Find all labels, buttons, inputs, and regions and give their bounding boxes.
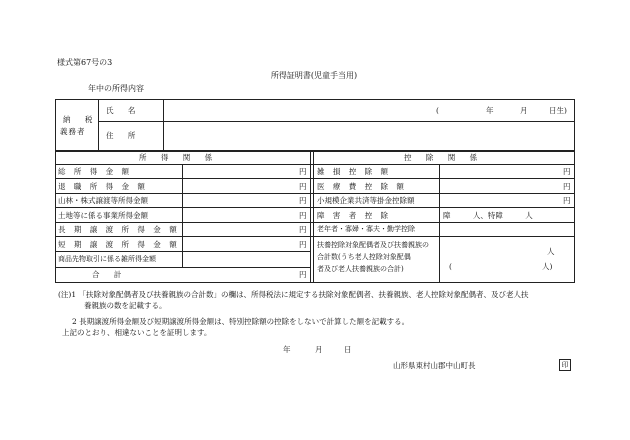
income-row-label-3: 山林・株式譲渡等所得金額 <box>58 196 148 205</box>
note-2: 2 長期譲渡所得金額及び短期譲渡所得金額は、特別控除額の控除をしないで計算した額を記載する。 <box>72 317 410 326</box>
dependents-label-line2: 合計数(うち老人控除対象配偶 <box>317 253 411 261</box>
address-label: 住 所 <box>106 131 142 140</box>
dependents-label-line1: 扶養控除対象配偶者及び扶養親族の <box>317 241 429 249</box>
taxpayer-label-line1: 納 税 <box>63 115 99 124</box>
center-divider <box>310 150 311 282</box>
income-row-unit-3: 円 <box>299 196 307 205</box>
income-row-label-1: 総 所 得 金 額 <box>58 167 133 176</box>
deduction-row-label-3: 小規模企業共済等掛金控除額 <box>317 196 415 205</box>
issuer-name: 山形県東村山郡中山町長 <box>393 361 476 370</box>
table-border-right <box>574 99 575 283</box>
income-total-unit: 円 <box>299 270 307 279</box>
income-year-label: 年中の所得内容 <box>88 84 144 93</box>
income-row-label-4: 土地等に係る事業所得金額 <box>58 211 148 220</box>
name-label: 氏 名 <box>106 106 142 115</box>
taxpayer-label-divider <box>98 99 99 150</box>
income-label-divider <box>182 164 183 267</box>
date-month-label: 月 <box>315 345 323 354</box>
form-number: 様式第67号の3 <box>57 58 113 67</box>
income-row-label-5: 長 期 譲 渡 所 得 金 額 <box>58 225 180 234</box>
deduction-row-label-4: 障 害 者 控 除 <box>317 211 392 220</box>
income-row-label-6: 短 期 譲 渡 所 得 金 額 <box>58 240 180 249</box>
date-year-label: 年 <box>283 345 291 354</box>
deduction-row-unit-3: 円 <box>563 196 571 205</box>
deduction-row-label-1: 雑 損 控 除 額 <box>317 167 392 176</box>
table-border-left <box>55 99 56 283</box>
official-seal: 印 <box>559 359 571 371</box>
certification-statement: 上記のとおり、相違ないことを証明します。 <box>62 328 212 337</box>
table-border-bottom <box>55 282 575 283</box>
deduction-row-label-5: 老年者・寡婦・寡夫・勤学控除 <box>317 225 415 233</box>
dependents-sub-unit: 人) <box>542 262 553 271</box>
row-divider-5 <box>55 236 575 237</box>
income-row-unit-2: 円 <box>299 182 307 191</box>
page-title: 所得証明書(児童手当用) <box>270 71 358 80</box>
taxpayer-border-bottom <box>55 150 575 152</box>
heading-divider <box>55 164 575 165</box>
deduction-row-label-2: 医 療 費 控 除 額 <box>317 182 407 191</box>
income-row-label-7: 商品先物取引に係る雑所得金額 <box>58 255 156 263</box>
table-border-top <box>55 99 575 100</box>
birth-month-label: 月 <box>520 106 528 115</box>
income-total-label: 合 計 <box>92 270 128 279</box>
income-row-unit-4: 円 <box>299 211 307 220</box>
income-heading: 所 得 関 係 <box>139 153 219 162</box>
center-divider-double <box>313 150 314 282</box>
date-day-label: 日 <box>344 345 352 354</box>
birth-open-paren: ( <box>436 106 439 115</box>
taxpayer-label-line2: 義務者 <box>60 127 86 136</box>
deduction-label-divider <box>439 164 440 282</box>
deduction-row-unit-2: 円 <box>563 182 571 191</box>
income-row-unit-5: 円 <box>299 225 307 234</box>
income-row-label-2: 退 職 所 得 金 額 <box>58 182 148 191</box>
row-divider-4 <box>55 222 575 223</box>
row-divider-2 <box>55 193 575 194</box>
birth-day-label: 日生) <box>549 106 567 115</box>
row-divider-3 <box>55 207 575 208</box>
note-1-line-2: 養親族の数を記載する。 <box>84 301 167 310</box>
income-row-unit-1: 円 <box>299 167 307 176</box>
dependents-sub-open: ( <box>449 262 452 271</box>
deduction-row-unit-1: 円 <box>563 167 571 176</box>
deduction-heading: 控 除 関 係 <box>404 153 484 162</box>
note-1-line-1: (注)1 「扶除対象配偶者及び扶養親族の合計数」の欄は、所得税法に規定する扶除対象配偶者、扶養親族、老人控除対象配偶者、及び老人扶 <box>58 290 529 299</box>
birth-year-label: 年 <box>486 106 494 115</box>
row-divider-1 <box>55 178 575 179</box>
dependents-unit: 人 <box>547 247 555 256</box>
disability-count-detail: 障 人、特障 人 <box>443 211 533 220</box>
dependents-label-line3: 者及び老人扶養親族の合計) <box>317 265 404 273</box>
taxpayer-row-divider <box>98 121 575 122</box>
row-divider-7 <box>55 267 310 268</box>
income-row-unit-6: 円 <box>299 240 307 249</box>
taxpayer-field-divider <box>163 99 164 150</box>
